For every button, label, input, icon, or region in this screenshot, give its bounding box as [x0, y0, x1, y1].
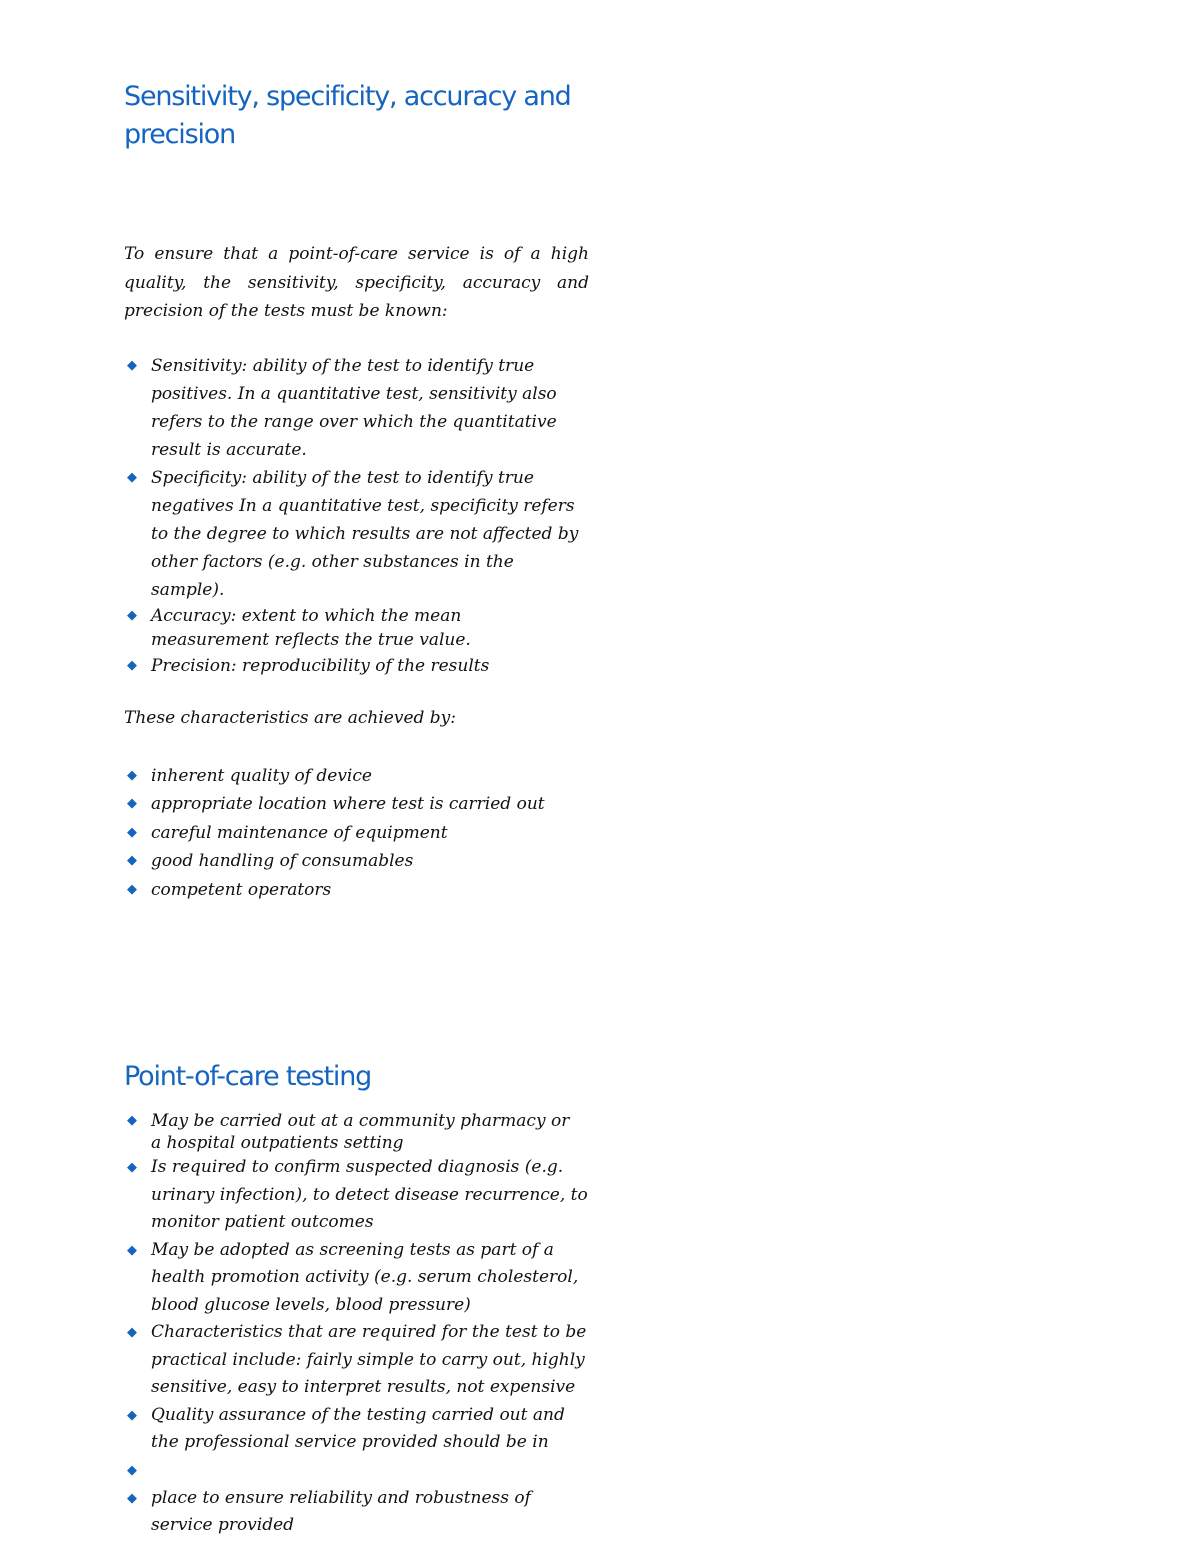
bullet-icon: ◆ [127, 607, 137, 623]
intro-paragraph: To ensure that a point-of-care service is of a high quality, the sensitivity, specificity, accuracy and precision of the tests must be known: [124, 244, 589, 321]
achieved-list [124, 762, 589, 905]
bullet-icon: ◆ [127, 1490, 137, 1506]
definition-sensitivity: ◆ Sensitivity: ability of the test to identify true positives. In a quantitative test, sensitivity also refers to the range over which the quantitative result is accurate. [124, 352, 589, 464]
point-of-care-list [124, 1110, 589, 1540]
achieved-item: ◆ inherent quality of device [124, 762, 589, 791]
title-line-1: Sensitivity, specificity, accuracy and [124, 81, 571, 112]
achieved-intro: These characteristics are achieved by: [124, 707, 457, 728]
bullet-icon: ◆ [127, 853, 137, 868]
achieved-item: ◆ competent operators [124, 876, 589, 905]
bullet-icon: ◆ [127, 767, 137, 783]
poc-item-empty [124, 1457, 589, 1485]
bullet-icon: ◆ [127, 1160, 137, 1175]
bullet-icon: ◆ [127, 1325, 137, 1340]
achieved-item: ◆ appropriate location where test is carried out [124, 790, 589, 819]
bullet-icon: ◆ [127, 881, 137, 897]
definition-specificity: ◆ Specificity: ability of the test to identify true negatives In a quantitative test, specificity refers to the degree to which results are not affected by other factors (e.g. other substances in the sample). [124, 464, 589, 604]
bullet-icon: ◆ [127, 1242, 137, 1258]
achieved-item: ◆ careful maintenance of equipment [124, 819, 589, 848]
poc-item: ◆ Quality assurance of the testing carried out and the professional service provided should be in [124, 1402, 589, 1457]
bullet-icon: ◆ [127, 657, 137, 673]
poc-item: ◆ May be carried out at a community pharmacy or a hospital outpatients setting [127, 1111, 570, 1153]
bullet-icon: ◆ [127, 357, 137, 373]
definitions-list [124, 352, 589, 680]
section-title-point-of-care: Point-of-care testing [124, 1061, 372, 1092]
title-line-2: precision [124, 119, 236, 150]
achieved-item: ◆ good handling of consumables [124, 847, 589, 876]
document-page [124, 78, 589, 1540]
poc-item: ◆ Is required to confirm suspected diagnosis (e.g. urinary infection), to detect disease recurrence, to monitor patient outcomes [124, 1154, 589, 1237]
bullet-icon: ◆ [127, 469, 137, 485]
section-title-sensitivity [124, 78, 589, 154]
definition-accuracy: ◆ Accuracy: extent to which the mean measurement reflects the true value. [127, 605, 471, 650]
poc-item: ◆ place to ensure reliability and robustness of service provided [124, 1485, 589, 1540]
definition-precision: ◆ Precision: reproducibility of the results [124, 652, 589, 680]
bullet-icon: ◆ [127, 1407, 137, 1423]
poc-item: ◆ Characteristics that are required for the test to be practical include: fairly simple to carry out, highly sensitive, easy to interpret results, not expensive [124, 1319, 589, 1402]
bullet-icon: ◆ [127, 1462, 137, 1478]
bullet-icon: ◆ [127, 1113, 137, 1128]
bullet-icon: ◆ [127, 824, 137, 840]
poc-item: ◆ May be adopted as screening tests as part of a health promotion activity (e.g. serum cholesterol, blood glucose levels, blood pressure) [124, 1237, 589, 1320]
bullet-icon: ◆ [127, 796, 137, 811]
